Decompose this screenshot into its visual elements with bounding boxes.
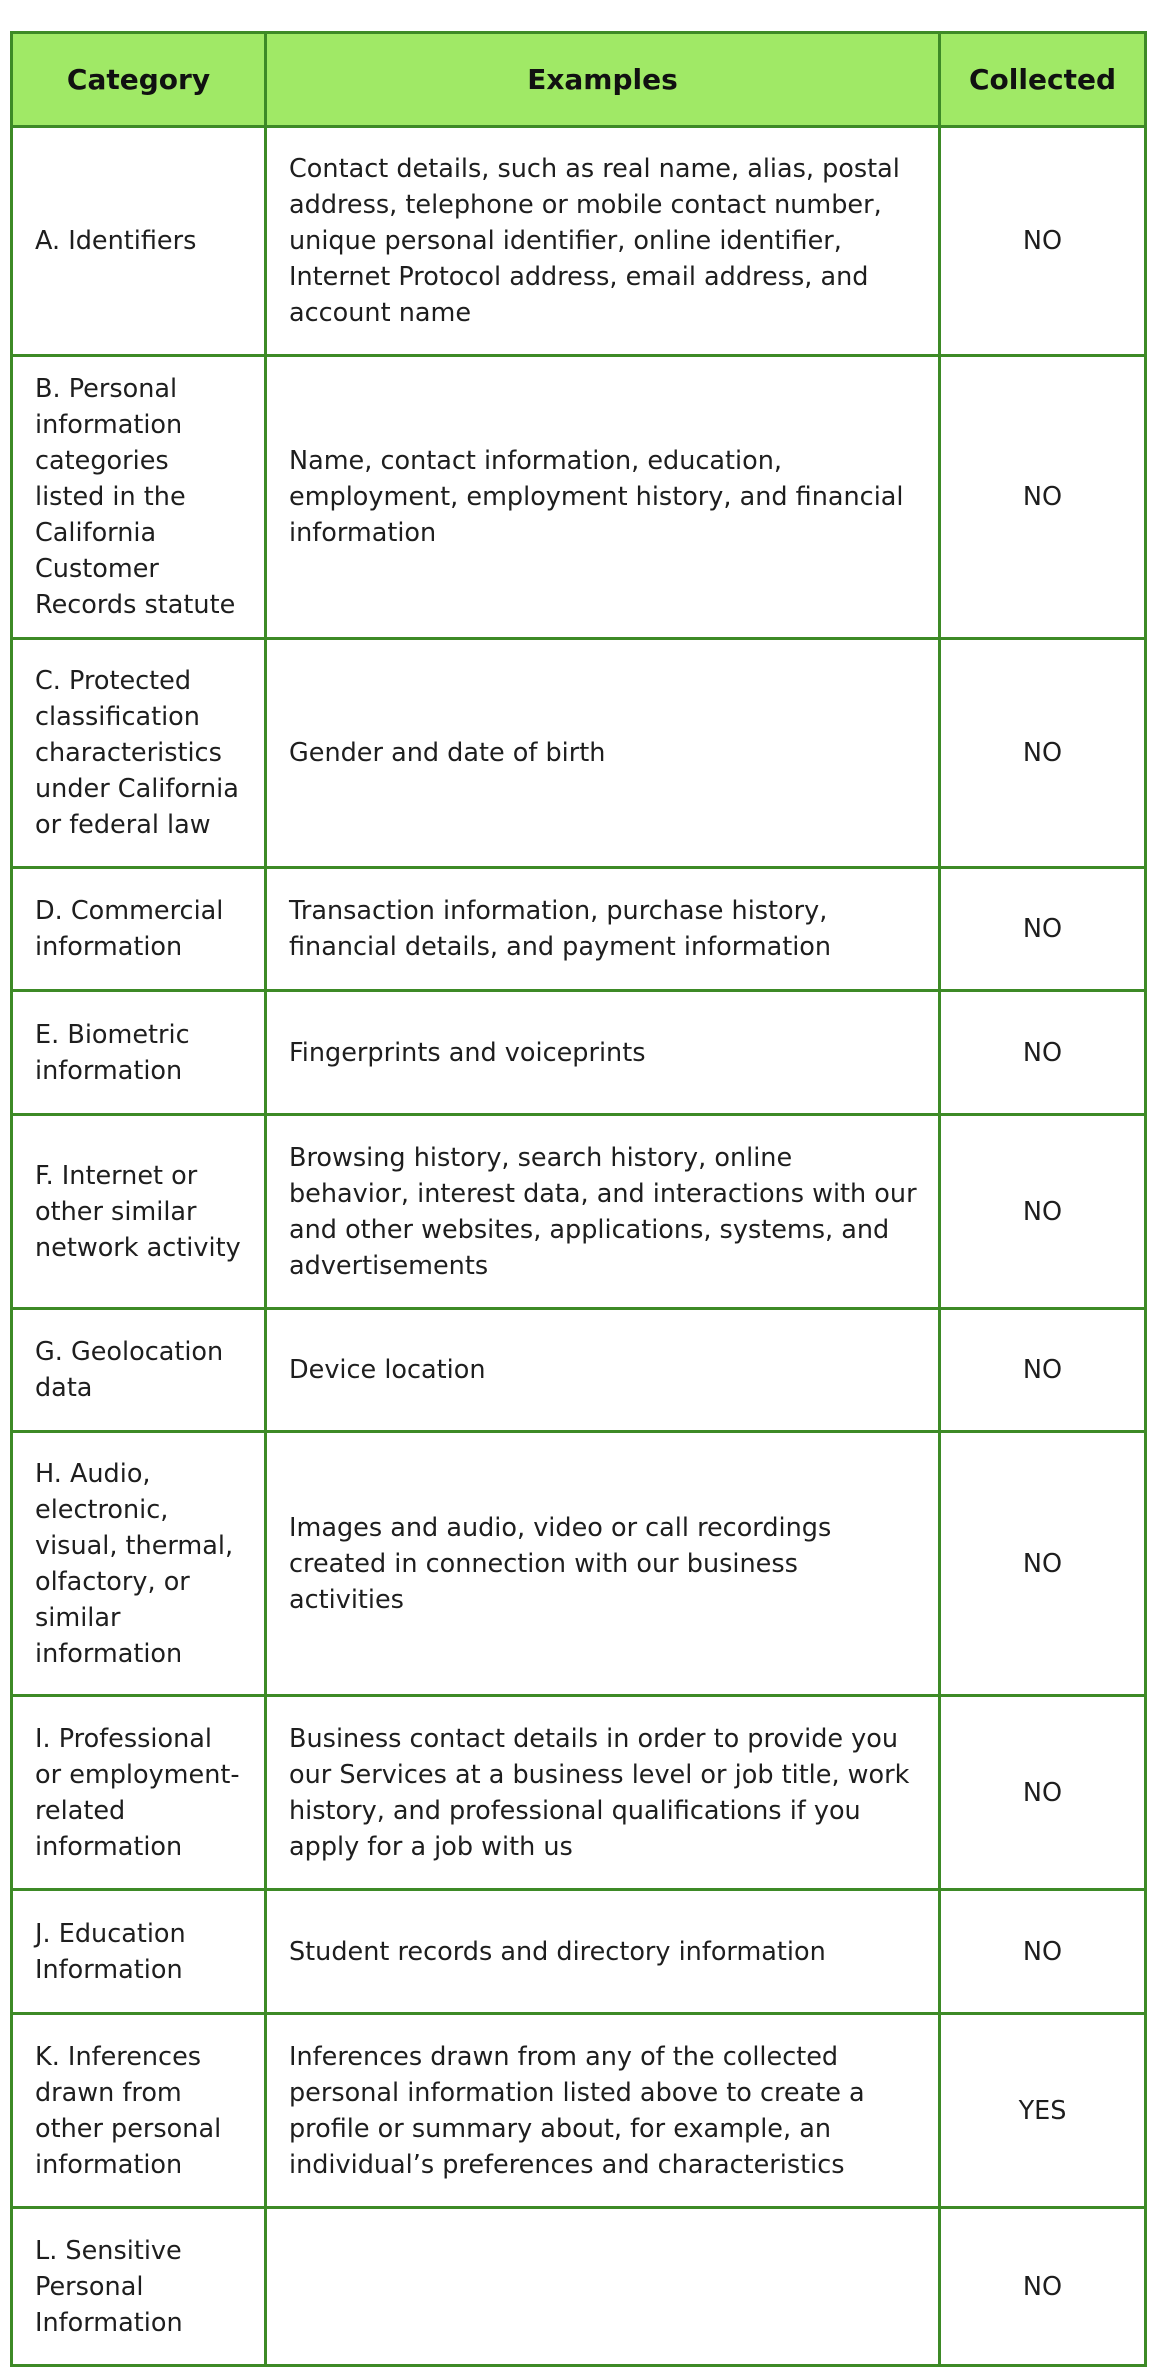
collected-cell: NO — [940, 868, 1146, 991]
header-collected: Collected — [940, 33, 1146, 127]
examples-cell: Images and audio, video or call recordings created in connection with our business activities — [266, 1432, 940, 1696]
category-cell: C. Protected classification characteristics under California or federal law — [12, 639, 266, 868]
category-cell: H. Audio, electronic, visual, thermal, olfactory, or similar information — [12, 1432, 266, 1696]
collected-cell: NO — [940, 356, 1146, 639]
header-category: Category — [12, 33, 266, 127]
examples-cell: Inferences drawn from any of the collected personal information listed above to create a profile or summary about, for example, an individual’s preferences and characteristics — [266, 2014, 940, 2208]
table-row — [12, 2208, 1146, 2366]
collected-cell: NO — [940, 1432, 1146, 1696]
examples-cell: Student records and directory information — [266, 1890, 940, 2014]
category-cell: B. Personal information categories listed in the California Customer Records statute — [12, 356, 266, 639]
category-cell: I. Professional or employment-related information — [12, 1696, 266, 1890]
data-categories-table — [10, 31, 1147, 2367]
table-row — [12, 1696, 1146, 1890]
category-cell: A. Identifiers — [12, 127, 266, 356]
collected-cell: YES — [940, 2014, 1146, 2208]
table-row — [12, 127, 1146, 356]
table-row — [12, 868, 1146, 991]
table-row — [12, 991, 1146, 1115]
examples-cell: Contact details, such as real name, alias, postal address, telephone or mobile contact number, unique personal identifier, online identifier, Internet Protocol address, email address, and account name — [266, 127, 940, 356]
examples-cell: Fingerprints and voiceprints — [266, 991, 940, 1115]
table-row — [12, 1432, 1146, 1696]
examples-cell: Name, contact information, education, employment, employment history, and financial information — [266, 356, 940, 639]
collected-cell: NO — [940, 2208, 1146, 2366]
category-cell: E. Biometric information — [12, 991, 266, 1115]
examples-cell — [266, 2208, 940, 2366]
collected-cell: NO — [940, 1890, 1146, 2014]
header-row — [12, 33, 1146, 127]
data-categories-table-wrapper — [10, 31, 1144, 2367]
table-row — [12, 1115, 1146, 1309]
category-cell: D. Commercial information — [12, 868, 266, 991]
header-examples: Examples — [266, 33, 940, 127]
examples-cell: Browsing history, search history, online behavior, interest data, and interactions with our and other websites, applications, systems, and advertisements — [266, 1115, 940, 1309]
table-row — [12, 1890, 1146, 2014]
table-row — [12, 639, 1146, 868]
table-row — [12, 356, 1146, 639]
collected-cell: NO — [940, 639, 1146, 868]
collected-cell: NO — [940, 1696, 1146, 1890]
collected-cell: NO — [940, 1309, 1146, 1432]
collected-cell: NO — [940, 127, 1146, 356]
examples-cell: Device location — [266, 1309, 940, 1432]
examples-cell: Business contact details in order to provide you our Services at a business level or job title, work history, and professional qualifications if you apply for a job with us — [266, 1696, 940, 1890]
examples-cell: Transaction information, purchase history, financial details, and payment information — [266, 868, 940, 991]
category-cell: G. Geolocation data — [12, 1309, 266, 1432]
collected-cell: NO — [940, 1115, 1146, 1309]
examples-cell: Gender and date of birth — [266, 639, 940, 868]
category-cell: L. Sensitive Personal Information — [12, 2208, 266, 2366]
table-body — [12, 127, 1146, 2366]
table-header — [12, 33, 1146, 127]
category-cell: J. Education Information — [12, 1890, 266, 2014]
category-cell: F. Internet or other similar network activity — [12, 1115, 266, 1309]
table-row — [12, 1309, 1146, 1432]
table-row — [12, 2014, 1146, 2208]
category-cell: K. Inferences drawn from other personal information — [12, 2014, 266, 2208]
collected-cell: NO — [940, 991, 1146, 1115]
